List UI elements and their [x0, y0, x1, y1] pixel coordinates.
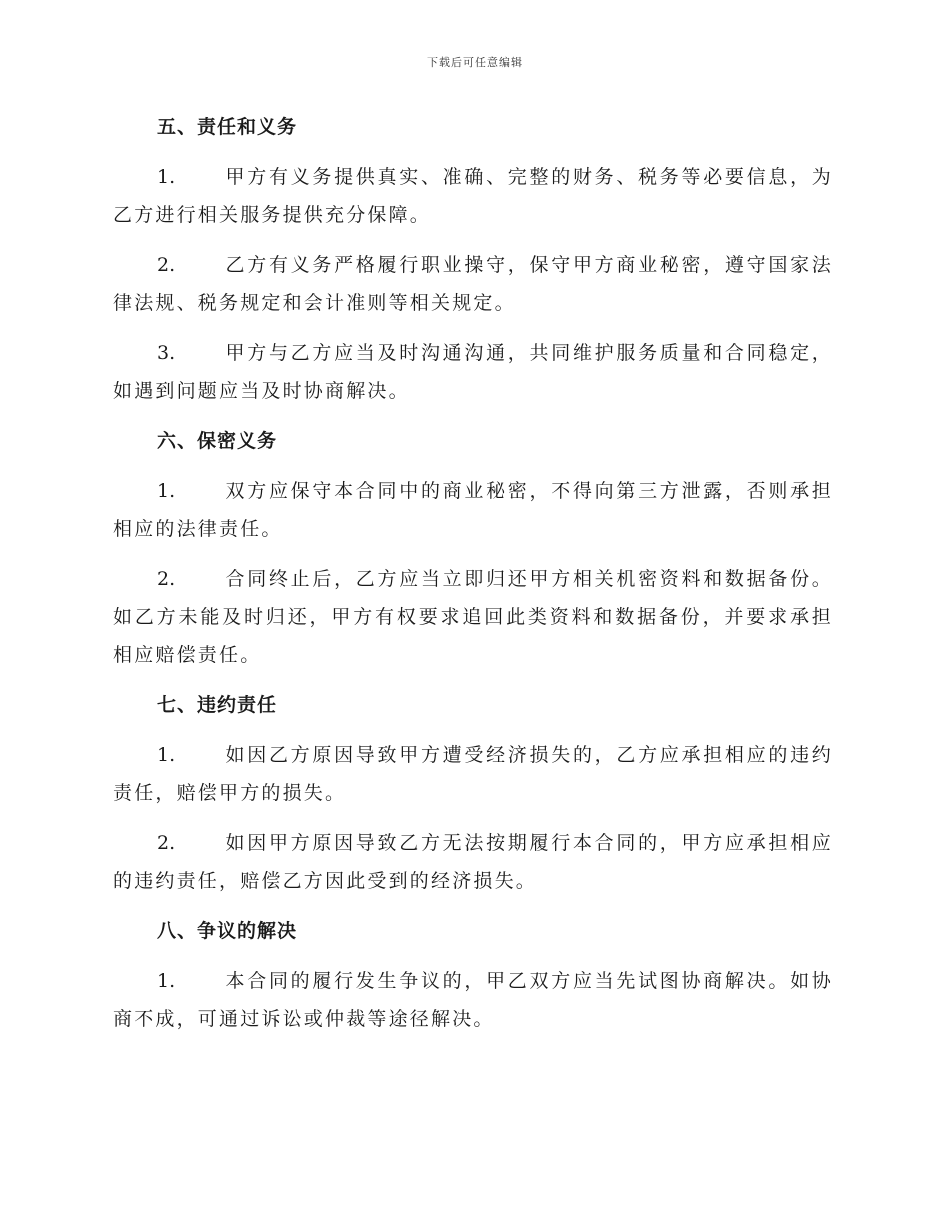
clause-text: 合同终止后，乙方应当立即归还甲方相关机密资料和数据备份。如乙方未能及时归还，甲方有权要求追回此类资料和数据备份，并要求承担相应赔偿责任。	[113, 568, 833, 666]
clause-paragraph	[113, 824, 833, 900]
clause-text: 如因甲方原因导致乙方无法按期履行本合同的，甲方应承担相应的违约责任，赔偿乙方因此受到的经济损失。	[113, 832, 833, 892]
clause-number: 3.	[157, 342, 176, 364]
clause-number: 1.	[157, 744, 176, 766]
clause-text: 如因乙方原因导致甲方遭受经济损失的，乙方应承担相应的违约责任，赔偿甲方的损失。	[113, 744, 833, 804]
section-heading: 五、责任和义务	[157, 116, 298, 138]
header-note: 下载后可任意编辑	[427, 56, 523, 69]
clause-number: 1.	[157, 970, 176, 992]
clause-paragraph	[113, 158, 833, 234]
clause-paragraph	[113, 334, 833, 410]
section-heading: 七、违约责任	[157, 694, 278, 716]
clause-number: 1.	[157, 166, 176, 188]
clause-paragraph	[113, 472, 833, 548]
clause-paragraph	[113, 246, 833, 322]
clause-number: 2.	[157, 832, 176, 854]
clause-text: 甲方有义务提供真实、准确、完整的财务、税务等必要信息，为乙方进行相关服务提供充分保障。	[113, 166, 833, 226]
section-heading: 六、保密义务	[157, 430, 278, 452]
clause-text: 双方应保守本合同中的商业秘密，不得向第三方泄露，否则承担相应的法律责任。	[113, 480, 833, 540]
document-body	[113, 108, 833, 1050]
section-heading: 八、争议的解决	[157, 920, 298, 942]
clause-number: 2.	[157, 568, 176, 590]
clause-paragraph	[113, 962, 833, 1038]
clause-text: 本合同的履行发生争议的，甲乙双方应当先试图协商解决。如协商不成，可通过诉讼或仲裁等途径解决。	[113, 970, 833, 1030]
clause-text: 乙方有义务严格履行职业操守，保守甲方商业秘密，遵守国家法律法规、税务规定和会计准则等相关规定。	[113, 254, 833, 314]
clause-number: 2.	[157, 254, 176, 276]
clause-paragraph	[113, 560, 833, 674]
clause-number: 1.	[157, 480, 176, 502]
clause-paragraph	[113, 736, 833, 812]
clause-text: 甲方与乙方应当及时沟通沟通，共同维护服务质量和合同稳定，如遇到问题应当及时协商解决。	[113, 342, 833, 402]
